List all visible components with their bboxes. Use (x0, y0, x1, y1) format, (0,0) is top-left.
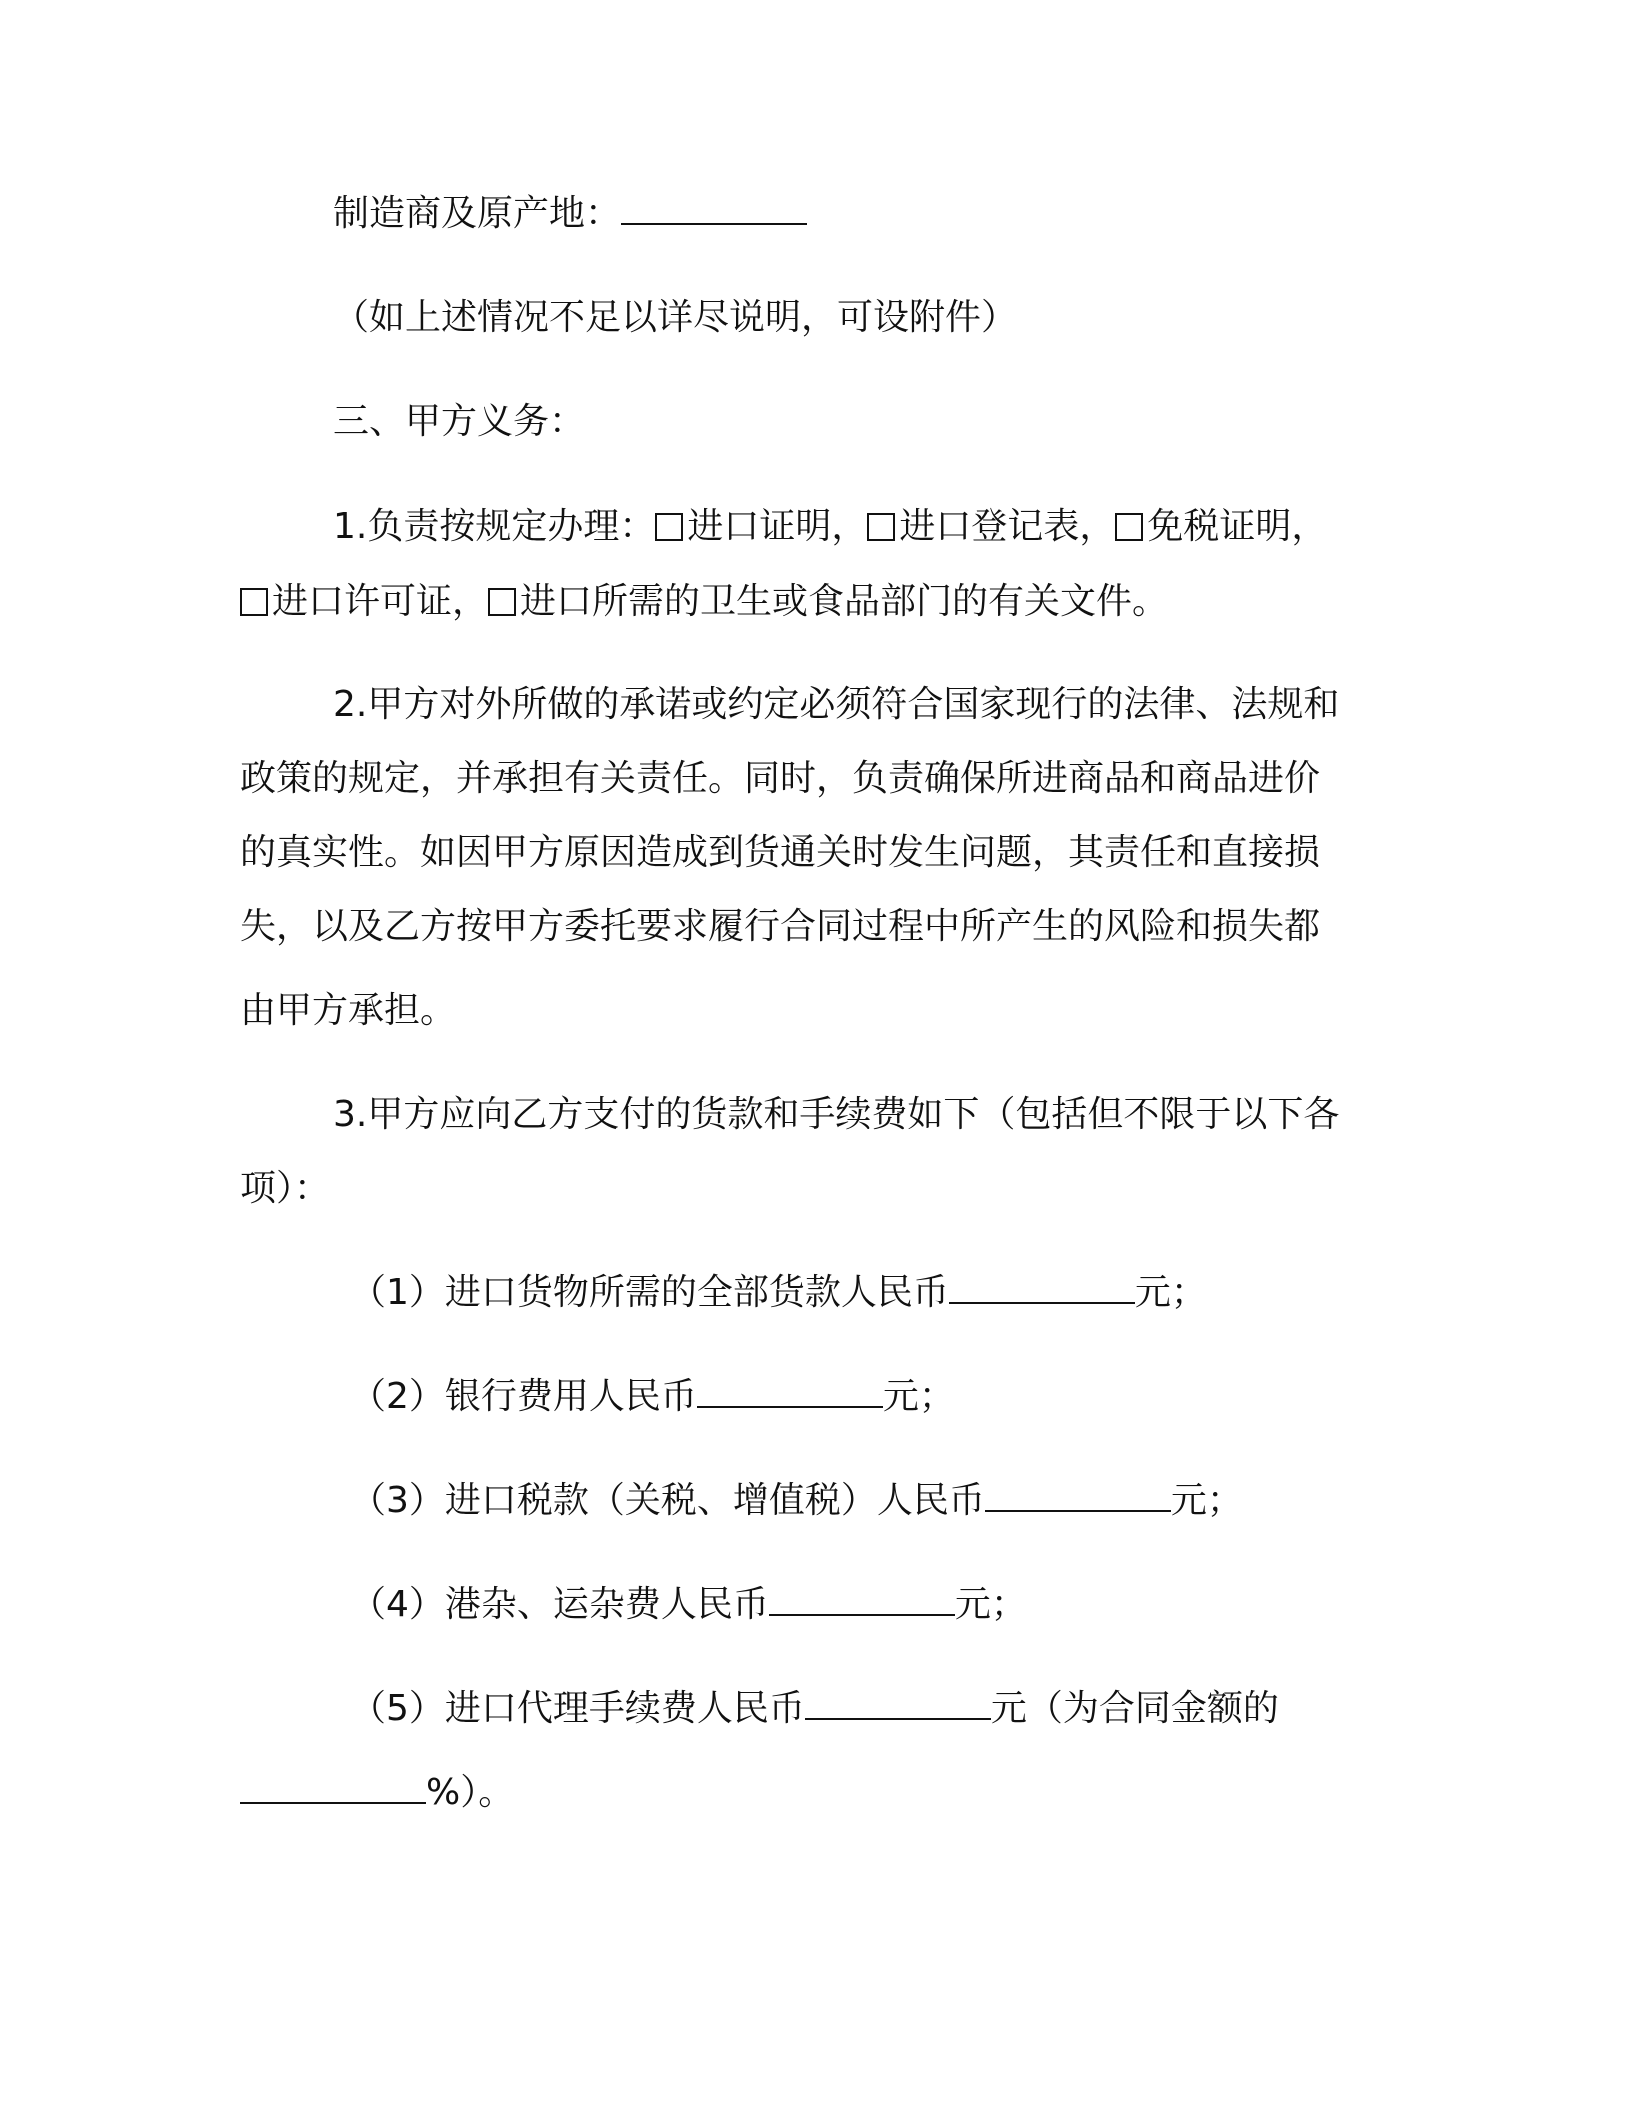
fee-5-label: （5）进口代理手续费人民币 (350, 1688, 805, 1729)
fee-3-unit: 元； (1170, 1480, 1243, 1521)
fee-4-label: （4）港杂、运杂费人民币 (350, 1584, 769, 1625)
item2-line2: 政策的规定，并承担有关责任。同时，负责确保所进商品和商品进价 (240, 758, 1321, 799)
checkbox-tax-free (1115, 513, 1143, 541)
item1-line2 (240, 580, 1168, 624)
fee-2-label: （2）银行费用人民币 (350, 1376, 697, 1417)
fee-3-blank (985, 1480, 1171, 1512)
fee-line-4 (350, 1583, 1027, 1627)
item1-prefix: 1.负责按规定办理： (333, 506, 656, 547)
fee-1-blank (949, 1272, 1135, 1304)
fee-line-5 (350, 1687, 1279, 1731)
fee-2-blank (697, 1376, 883, 1408)
checkbox-import-license (240, 588, 268, 616)
option-health-docs: 进口所需的卫生或食品部门的有关文件。 (520, 581, 1169, 622)
option-import-register: 进口登记表， (899, 506, 1116, 547)
attachment-note: （如上述情况不足以详尽说明，可设附件） (333, 297, 1018, 338)
fee-3-label: （3）进口税款（关税、增值税）人民币 (350, 1480, 985, 1521)
section-title: 三、甲方义务： (333, 401, 586, 442)
item2-line1: 2.甲方对外所做的承诺或约定必须符合国家现行的法律、法规和 (333, 684, 1340, 725)
fee-line-2 (350, 1375, 955, 1419)
fee-5-mid: 元（为合同金额的 (990, 1688, 1279, 1729)
fee-1-label: （1）进口货物所需的全部货款人民币 (350, 1272, 949, 1313)
fee-1-unit: 元； (1134, 1272, 1207, 1313)
manufacturer-blank (621, 193, 807, 225)
item2-line4: 失，以及乙方按甲方委托要求履行合同过程中所产生的风险和损失都 (240, 906, 1321, 947)
item1-line1 (333, 505, 1327, 549)
fee-5-blank (805, 1688, 991, 1720)
checkbox-health-docs (488, 588, 516, 616)
fee-4-blank (769, 1584, 955, 1616)
item2-line5: 由甲方承担。 (240, 990, 457, 1031)
fee-2-unit: 元； (882, 1376, 955, 1417)
checkbox-import-register (867, 513, 895, 541)
option-import-cert: 进口证明， (687, 506, 868, 547)
item3-line2: 项）： (240, 1168, 331, 1209)
fee-line-1 (350, 1271, 1207, 1315)
fee-line-3 (350, 1479, 1243, 1523)
fee-4-unit: 元； (954, 1584, 1027, 1625)
fee-5-end: %）。 (426, 1772, 515, 1813)
manufacturer-line (333, 192, 807, 236)
manufacturer-label: 制造商及原产地： (333, 193, 622, 234)
fee-5-percent-blank (240, 1772, 426, 1804)
item3-line1: 3.甲方应向乙方支付的货款和手续费如下（包括但不限于以下各 (333, 1094, 1340, 1135)
option-tax-free: 免税证明， (1147, 506, 1328, 547)
option-import-license: 进口许可证， (272, 581, 489, 622)
checkbox-import-cert (655, 513, 683, 541)
fee-line-5-cont (240, 1771, 514, 1815)
item2-line3: 的真实性。如因甲方原因造成到货通关时发生问题，其责任和直接损 (240, 832, 1321, 873)
